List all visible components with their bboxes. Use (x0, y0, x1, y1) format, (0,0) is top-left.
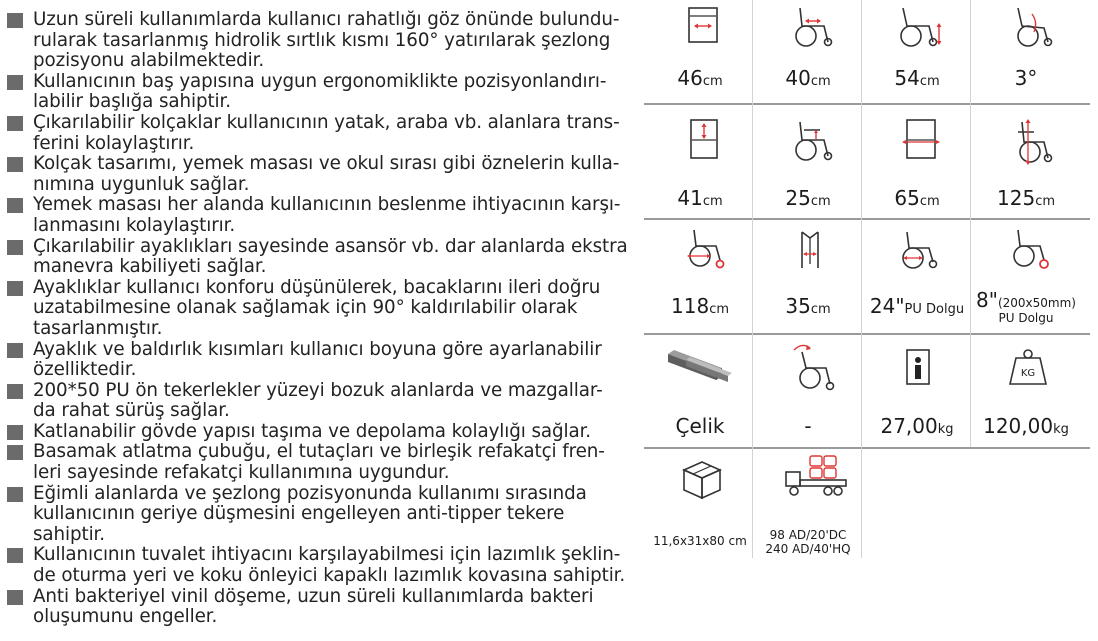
spec-unit: cm (702, 74, 723, 89)
frame-material-icon (646, 338, 754, 398)
divider (644, 218, 1090, 220)
feature-text: Çıkarılabilir ayaklıkları sayesinde asansör vb. dar alanlarda ekstra manevra kabiliyeti sağlar. (33, 235, 628, 278)
spec-unit: cm (709, 302, 729, 317)
package-box-icon (646, 452, 754, 512)
seat-angle-icon (972, 0, 1080, 60)
spec-unit: cm (919, 194, 940, 209)
feature-text: Kullanıcının baş yapısına uygun ergonomiklikte pozisyonlandırı- labilir başlığa sahiptir. (33, 70, 607, 113)
feature-text: Kullanıcının tuvalet ihtiyacını karşılayabilmesi için lazımlık şeklin- de oturma yeri ve koku önleyici kapaklı lazımlık kovasına sahiptir. (33, 544, 626, 587)
spec-unit: cm (810, 74, 831, 89)
spec-value: 11,6x31x80 cm (653, 534, 747, 548)
total-width-icon (863, 112, 971, 172)
feature-text: Uzun süreli kullanımlarda kullanıcı rahatlığı göz önünde bulundu- rularak tasarlanmış hidrolik sırtlık kısmı 160° yatırılarak şezlong pozisyonu alabilmektedir. (33, 9, 620, 72)
spec-container-capacity (754, 452, 862, 558)
seat-depth-icon (754, 0, 862, 60)
spec-unit: cm (919, 74, 940, 89)
spec-seat-width (646, 0, 754, 106)
spec-unit: (200x50mm) (997, 296, 1076, 310)
feature-text: Eğimli alanlarda ve şezlong pozisyonunda kullanımı sırasında kullanıcının geriye düşmesini engelleyen anti-tipper tekere sahiptir. (33, 482, 587, 545)
spec-value: 46 (677, 66, 703, 90)
spec-armrest-height (754, 112, 862, 218)
spec-seat-depth (754, 0, 862, 106)
divider (644, 447, 1090, 449)
seat-height-icon (863, 0, 971, 60)
spec-value: 65 (894, 186, 920, 210)
spec-package-size (646, 452, 754, 558)
spec-value: 24" (869, 294, 905, 318)
weight-label: KG (1020, 368, 1036, 379)
spec-unit: cm (702, 194, 723, 209)
spec-value: 25 (785, 186, 811, 210)
spec-backrest-height (646, 112, 754, 218)
front-wheel-icon (972, 224, 1080, 284)
feature-text: Basamak atlatma çubuğu, el tutaçları ve birleşik refakatçi fren- leri sayesinde refakatçi kullanımına uygundur. (33, 441, 605, 484)
spec-total-height (972, 112, 1080, 218)
total-length-icon (646, 224, 754, 284)
recline-icon (754, 338, 862, 398)
spec-value: 125 (997, 186, 1036, 210)
spec-total-length (646, 224, 754, 330)
spec-unit: kg (937, 422, 954, 437)
feature-text: Yemek masası her alanda kullanıcının beslenme ihtiyacının karşı- lanmasını kolaylaştırır. (33, 194, 621, 236)
spec-value: 98 AD/20'DC (769, 528, 847, 542)
spec-max-load (972, 338, 1080, 444)
spec-value: 8" (976, 288, 998, 312)
spec-unit-secondary: PU Dolgu (998, 311, 1054, 325)
spec-unit: cm (810, 302, 831, 317)
feature-text: Ayaklık ve baldırlık kısımları kullanıcı boyuna göre ayarlanabilir özelliktedir. (33, 338, 602, 381)
spec-value: 35 (785, 294, 811, 318)
feature-text: Çıkarılabilir kolçaklar kullanıcının yatak, araba vb. alanlara trans- ferini kolaylaştırır. (33, 111, 620, 154)
spec-value: 3° (1014, 66, 1038, 90)
spec-front-wheel (972, 224, 1080, 330)
max-load-icon (972, 338, 1080, 398)
spec-value-secondary: 240 AD/40'HQ (765, 542, 851, 556)
rear-wheel-icon (863, 224, 971, 284)
spec-value: 118 (671, 294, 710, 318)
spec-rear-wheel (863, 224, 971, 330)
spec-total-width (863, 112, 971, 218)
spec-unit: cm (1035, 194, 1055, 209)
spec-value: 54 (894, 66, 920, 90)
spec-folded-width (754, 224, 862, 330)
spec-seat-height (863, 0, 971, 106)
spec-value: - (804, 414, 812, 438)
total-height-icon (972, 112, 1080, 172)
feature-text: 200*50 PU ön tekerlekler yüzeyi bozuk alanlarda ve mazgallar- da rahat sürüş sağlar. (33, 379, 603, 422)
weight-icon (863, 338, 971, 398)
divider (644, 333, 1090, 335)
folded-width-icon (754, 224, 862, 284)
spec-value: 41 (677, 186, 703, 210)
spec-value: 120,00 (983, 414, 1054, 438)
spec-value: 40 (785, 66, 811, 90)
spec-frame-material (646, 338, 754, 444)
feature-text: Anti bakteriyel vinil döşeme, uzun süreli kullanımlarda bakteri oluşumunu engeller. (33, 585, 594, 628)
spec-value: 27,00 (880, 414, 938, 438)
backrest-height-icon (646, 112, 754, 172)
feature-text: Katlanabilir gövde yapısı taşıma ve depolama kolaylığı sağlar. (33, 420, 592, 442)
spec-value: Çelik (675, 414, 725, 438)
spec-seat-angle (972, 0, 1080, 106)
container-truck-icon (754, 452, 862, 512)
spec-unit: kg (1053, 422, 1069, 437)
armrest-height-icon (754, 112, 862, 172)
spec-weight (863, 338, 971, 444)
spec-recline (754, 338, 862, 444)
spec-unit: cm (810, 194, 831, 209)
feature-text: Kolçak tasarımı, yemek masası ve okul sırası gibi öznelerin kulla- nımına uygunluk sağlar. (33, 153, 620, 195)
spec-unit: PU Dolgu (904, 302, 965, 317)
feature-text: Ayaklıklar kullanıcı konforu düşünülerek, bacaklarını ileri doğru uzatabilmesine olanak sağlamak için 90° kaldırılabilir olarak tasarlanmıştır. (33, 276, 601, 339)
seat-width-icon (646, 0, 754, 60)
